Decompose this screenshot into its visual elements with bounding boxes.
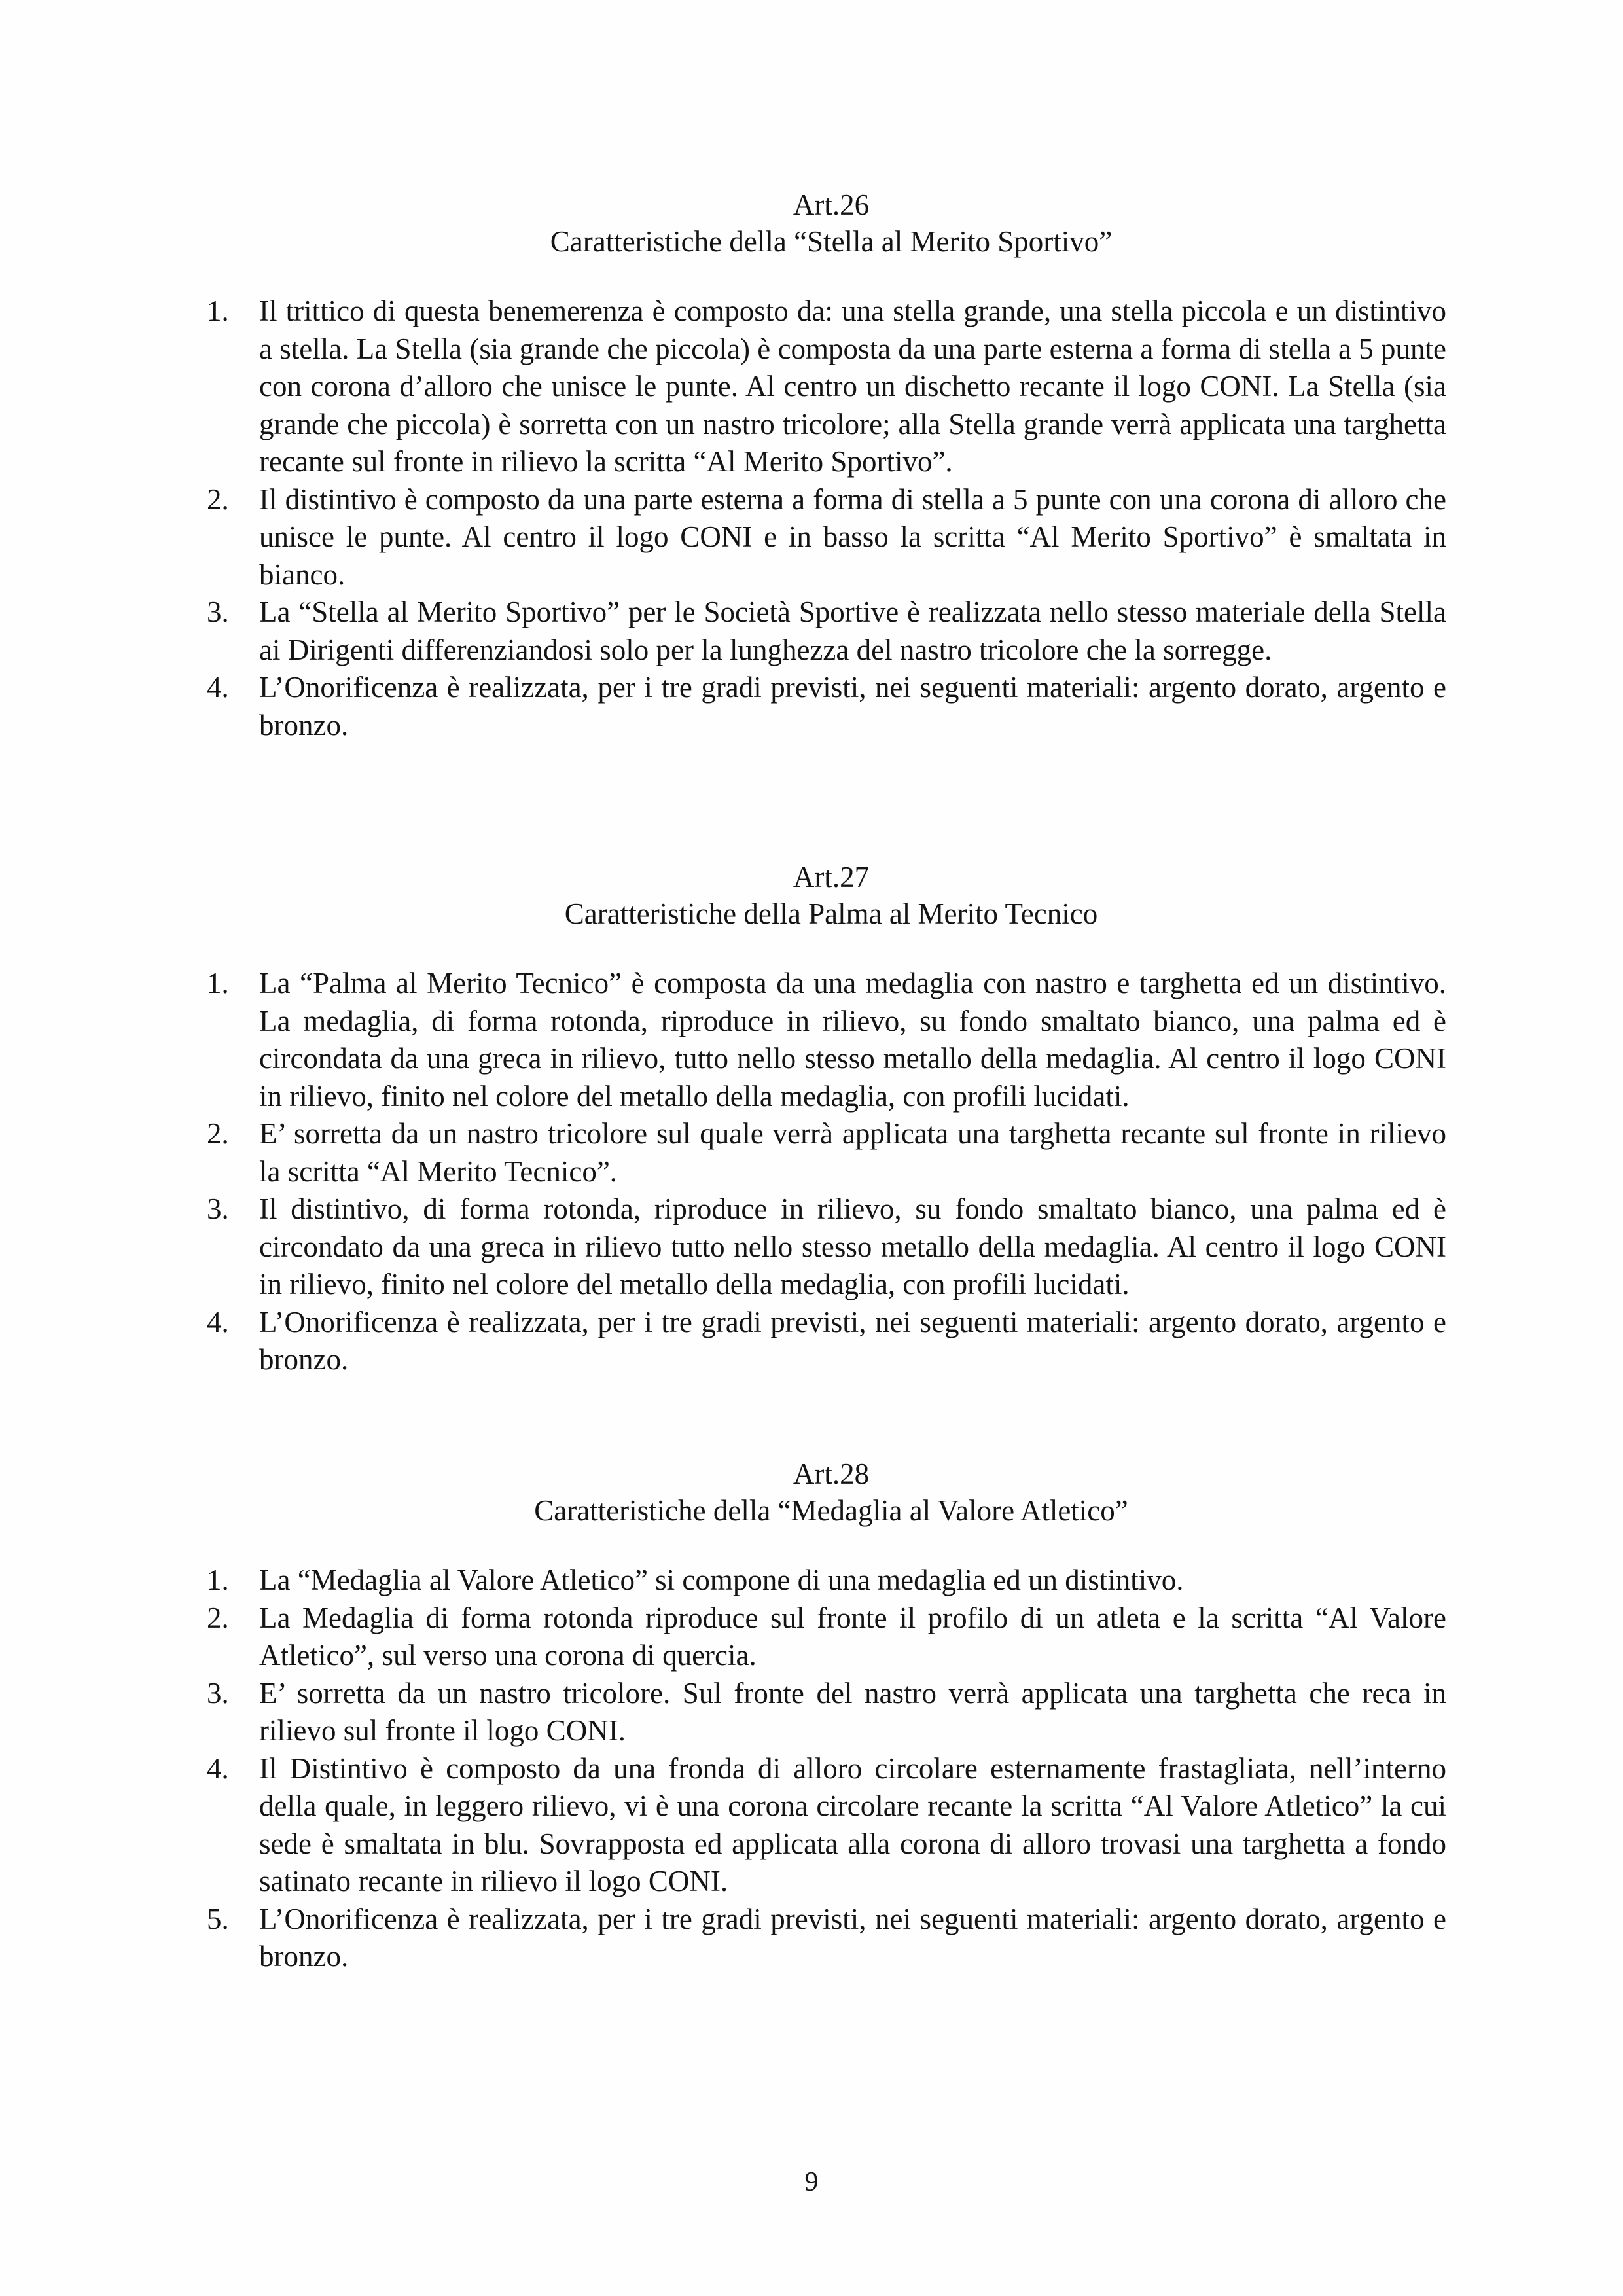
item-number: 1. xyxy=(207,1564,229,1596)
list-item xyxy=(207,1191,1446,1304)
item-text: La Medaglia di forma rotonda riproduce sul fronte il profilo di un atleta e la scritta “Al Valore Atletico”, sul verso una corona di quercia. xyxy=(259,1601,1446,1672)
list-item xyxy=(207,1750,1446,1901)
item-number: 1. xyxy=(207,295,229,327)
article-title: Caratteristiche della “Stella al Merito Sportivo” xyxy=(550,225,1113,258)
item-number: 5. xyxy=(207,1902,229,1935)
article-list xyxy=(207,293,1446,744)
article-27 xyxy=(207,859,1446,1379)
item-text: Il Distintivo è composto da una fronda di alloro circolare esternamente frastagliata, nell’interno della quale, in leggero rilievo, vi è una corona circolare recante la scritta “Al Valore Atletico” la cui sede è smaltata in blu. Sovrapposta ed applicata alla corona di alloro trovasi una targhetta a fondo satinato recante in rilievo il logo CONI. xyxy=(259,1751,1446,1897)
item-number: 3. xyxy=(207,596,229,628)
item-text: La “Stella al Merito Sportivo” per le Società Sportive è realizzata nello stesso materiale della Stella ai Dirigenti differenziandosi solo per la lunghezza del nastro tricolore che la sorregge. xyxy=(259,596,1446,666)
item-text: Il distintivo è composto da una parte esterna a forma di stella a 5 punte con una corona di alloro che unisce le punte. Al centro il logo CONI e in basso la scritta “Al Merito Sportivo” è smaltata in bianco. xyxy=(259,482,1446,591)
item-number: 3. xyxy=(207,1193,229,1225)
item-number: 4. xyxy=(207,1305,229,1338)
item-number: 2. xyxy=(207,1117,229,1150)
list-item xyxy=(207,669,1446,744)
article-title: Caratteristiche della “Medaglia al Valore Atletico” xyxy=(534,1494,1128,1527)
list-item xyxy=(207,293,1446,481)
item-number: 2. xyxy=(207,1601,229,1634)
article-number: Art.28 xyxy=(793,1458,870,1490)
item-text: La “Palma al Merito Tecnico” è composta da una medaglia con nastro e targhetta ed un distintivo. La medaglia, di forma rotonda, riproduce in rilievo, su fondo smaltato bianco, una palma ed è circondata da una greca in rilievo, tutto nello stesso metallo della medaglia. Al centro il logo CONI in rilievo, finito nel colore del metallo della medaglia, con profili lucidati. xyxy=(259,967,1446,1113)
item-text: E’ sorretta da un nastro tricolore sul quale verrà applicata una targhetta recante sul fronte in rilievo la scritta “Al Merito Tecnico”. xyxy=(259,1117,1446,1188)
list-item xyxy=(207,1304,1446,1379)
item-text: E’ sorretta da un nastro tricolore. Sul fronte del nastro verrà applicata una targhetta che reca in rilievo sul fronte il logo CONI. xyxy=(259,1676,1446,1747)
item-number: 4. xyxy=(207,671,229,704)
item-number: 4. xyxy=(207,1751,229,1785)
list-item xyxy=(207,1675,1446,1750)
item-number: 3. xyxy=(207,1676,229,1710)
item-text: La “Medaglia al Valore Atletico” si compone di una medaglia ed un distintivo. xyxy=(259,1564,1184,1596)
list-item xyxy=(207,1600,1446,1675)
item-text: L’Onorificenza è realizzata, per i tre gradi previsti, nei seguenti materiali: argento dorato, argento e bronzo. xyxy=(259,1305,1446,1376)
item-number: 1. xyxy=(207,967,229,999)
item-text: Il trittico di questa benemerenza è composto da: una stella grande, una stella piccola e un distintivo a stella. La Stella (sia grande che piccola) è composta da una parte esterna a forma di stella a 5 punte con corona d’alloro che unisce le punte. Al centro un dischetto recante il logo CONI. La Stella (sia grande che piccola) è sorretta con un nastro tricolore; alla Stella grande verrà applicata una targhetta recante sul fronte in rilievo la scritta “Al Merito Sportivo”. xyxy=(259,295,1446,478)
list-item xyxy=(207,481,1446,594)
list-item xyxy=(207,1901,1446,1976)
item-text: L’Onorificenza è realizzata, per i tre gradi previsti, nei seguenti materiali: argento dorato, argento e bronzo. xyxy=(259,1902,1446,1973)
article-number: Art.26 xyxy=(793,188,870,221)
page-number: 9 xyxy=(804,2167,819,2197)
article-list xyxy=(207,965,1446,1379)
article-28 xyxy=(207,1456,1446,1976)
article-number: Art.27 xyxy=(793,861,870,893)
article-title: Caratteristiche della Palma al Merito Tecnico xyxy=(564,897,1098,930)
list-item xyxy=(207,1115,1446,1191)
list-item xyxy=(207,965,1446,1115)
item-text: L’Onorificenza è realizzata, per i tre gradi previsti, nei seguenti materiali: argento dorato, argento e bronzo. xyxy=(259,671,1446,742)
list-item xyxy=(207,1562,1446,1600)
article-26 xyxy=(207,187,1446,744)
article-list xyxy=(207,1562,1446,1976)
item-text: Il distintivo, di forma rotonda, riproduce in rilievo, su fondo smaltato bianco, una palma ed è circondato da una greca in rilievo tutto nello stesso metallo della medaglia. Al centro il logo CONI in rilievo, finito nel colore del metallo della medaglia, con profili lucidati. xyxy=(259,1193,1446,1300)
list-item xyxy=(207,594,1446,669)
item-number: 2. xyxy=(207,482,229,516)
